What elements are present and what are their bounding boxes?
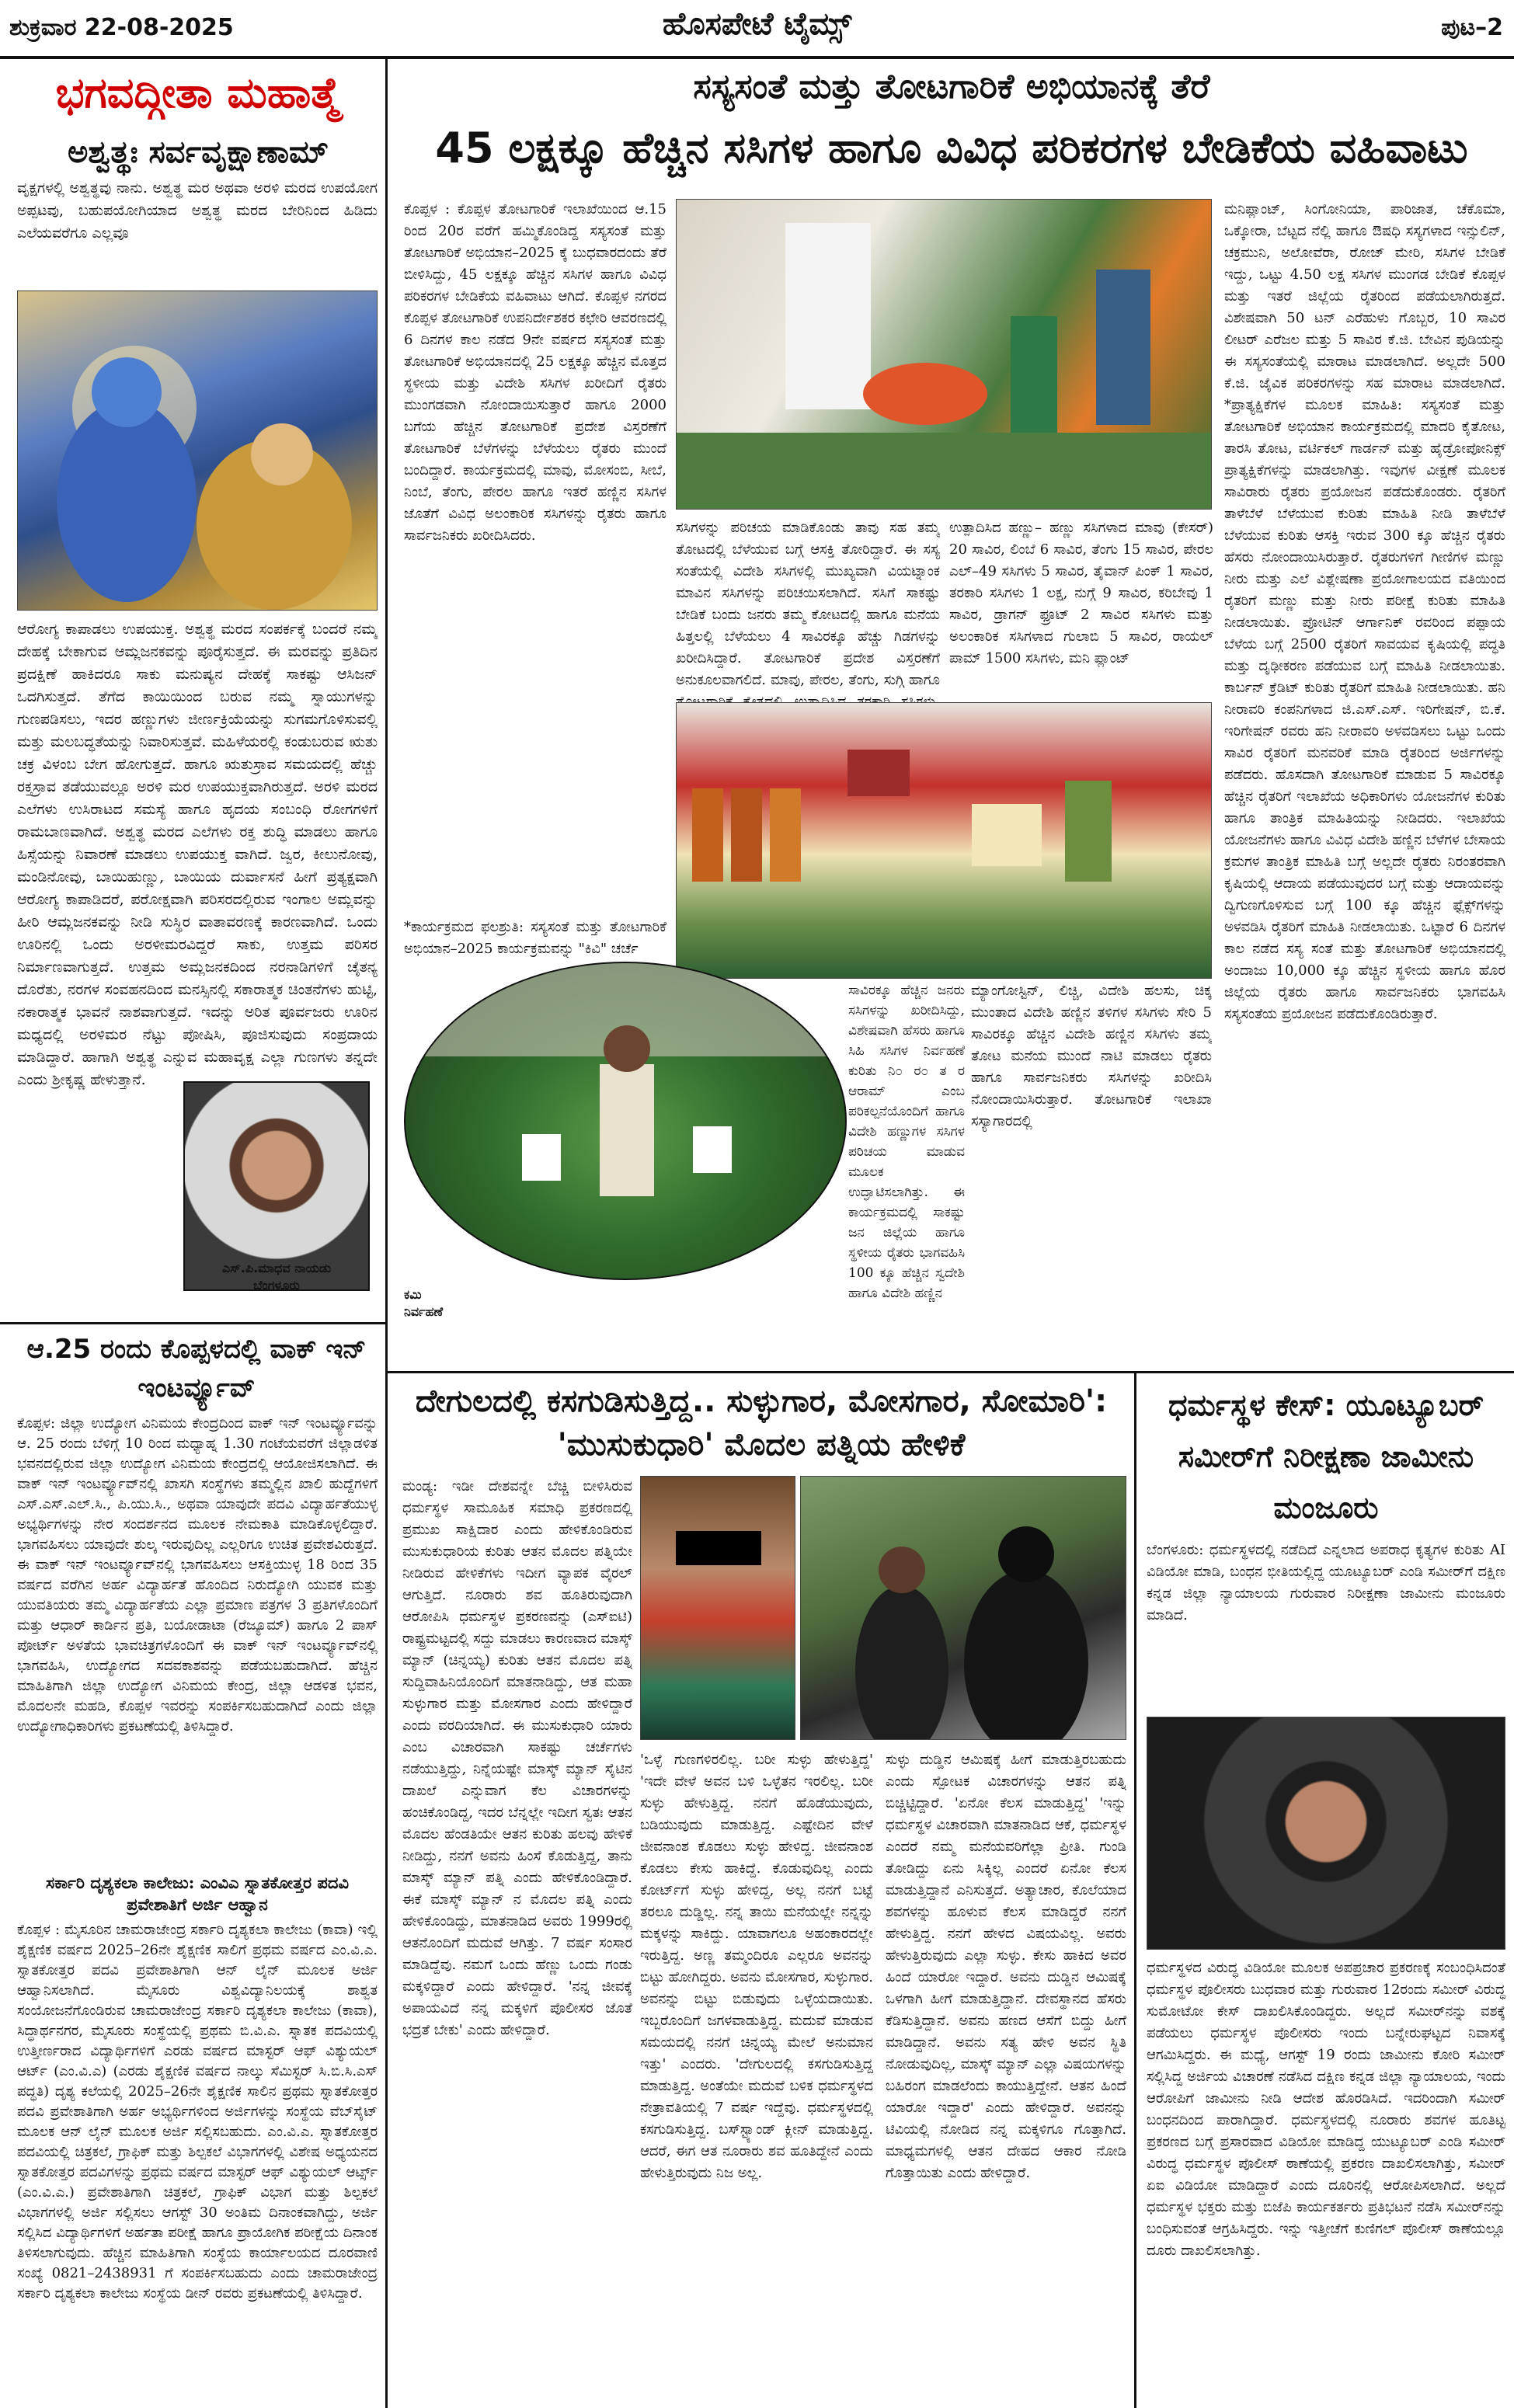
plants-col3: ಉತ್ಪಾದಿಸಿದ ಹಣ್ಣು– ಹಣ್ಣು ಸಸಿಗಳಾದ ಮಾವು (ಕೇಸರ್) 20 ಸಾವಿರ, ಲಿಂಬೆ 6 ಸಾವಿರ, ತೆಂಗು 15 ಸಾವಿರ, ಪೇರಲ ಎಲ್–49 ಸಸಿಗಳು 5 ಸಾವಿರ, ತೈವಾನ್ ಪಿಂಕ್ 1 ಸಾವಿರ, ತರಕಾರಿ ಸಸಿಗಳು 1 ಲಕ್ಷ, ನುಗ್ಗೆ 9 ಸಾವಿರ, ಕರಿಬೇವು 1 ಸಾವಿರ, ಡ್ರಾಗನ್ ಫ್ರೂಟ್ 2 ಸಾವಿರ ಸಸಿಗಳು ಮತ್ತು ಅಲಂಕಾರಿಕ ಸಸಿಗಳಾದ ಗುಲಾಬಿ 5 ಸಾವಿರ, ರಾಯಲ್ ಪಾಮ್ 1500 ಸಸಿಗಳು, ಮನಿ ಪ್ಲಾಂಟ್ (949, 520, 1213, 666)
gardener-illustration (405, 963, 847, 1280)
figures-illustration (18, 291, 378, 611)
plants-kicker: ಸಸ್ಯಸಂತೆ ಮತ್ತು ತೋಟಗಾರಿಕೆ ಅಭಿಯಾನಕ್ಕೆ ತೆರೆ (693, 67, 1210, 106)
mva-body: ಕೊಪ್ಪಳ : ಮೈಸೂರಿನ ಚಾಮರಾಜೇಂದ್ರ ಸರ್ಕಾರಿ ದೃಶ್ಯಕಲಾ ಕಾಲೇಜು (ಕಾವಾ) ಇಲ್ಲಿ ಶೈಕ್ಷಣಿಕ ವರ್ಷದ 2025–26ನೇ ಶೈಕ್ಷಣಿಕ ಸಾಲಿಗೆ ಪ್ರಥಮ ವರ್ಷದ ಎಂ.ವಿ.ಎ. ಸ್ನಾತಕೋತ್ತರ ಪದವಿ ಪ್ರವೇಶಾತಿಗಾಗಿ ಆನ್ ಲೈನ್ ಮೂಲಕ ಅರ್ಜಿ ಆಹ್ವಾನಿಸಲಾಗಿದೆ. ಮೈಸೂರು ವಿಶ್ವವಿದ್ಯಾನಿಲಯಕ್ಕೆ ಶಾಶ್ವತ ಸಂಯೋಜನೆಗೊಂಡಿರುವ ಚಾಮರಾಜೇಂದ್ರ ಸರ್ಕಾರಿ ದೃಶ್ಯಕಲಾ ಕಾಲೇಜು (ಕಾವಾ), ಸಿದ್ಧಾರ್ಥನಗರ, ಮೈಸೂರು ಸಂಸ್ಥೆಯಲ್ಲಿ ಪ್ರಥಮ ಬಿ.ವಿ.ಎ. ಸ್ನಾತಕ ಪದವಿಯಲ್ಲಿ ಉತ್ತೀರ್ಣರಾದ ವಿದ್ಯಾರ್ಥಿಗಳಿಗೆ ಎರಡು ವರ್ಷದ ಮಾಸ್ಟರ್ ಆಫ್ ವಿಶ್ಯುಯಲ್ ಆರ್ಟ್ (ಎಂ.ವಿ.ಎ) (ಎರಡು ಶೈಕ್ಷಣಿಕ ವರ್ಷದ ನಾಲ್ಕು ಸೆಮಿಸ್ಟರ್ ಸಿ.ಬಿ.ಸಿ.ಎಸ್ ಪದ್ಧತಿ) ದೃಶ್ಯ ಕಲೆಯಲ್ಲಿ 2025–26ನೇ ಶೈಕ್ಷಣಿಕ ಸಾಲಿನ ಪ್ರಥಮ ಸ್ನಾತಕೋತ್ತರ ಪದವಿ ಪ್ರವೇಶಾತಿಗಾಗಿ ಅರ್ಹ ಅಭ್ಯರ್ಥಿಗಳಿಂದ ಅರ್ಜಿಗಳನ್ನು ಸಂಸ್ಥೆಯ ವೆಬ್‌ಸೈಟ್ ಮೂಲಕ ಆನ್ ಲೈನ್ ಮೂಲಕ ಅರ್ಜಿ ಸಲ್ಲಿಸಬಹುದು. ಎಂ.ವಿ.ಎ. ಸ್ನಾತಕೋತ್ತರ ಪದವಿಯಲ್ಲಿ ಚಿತ್ರಕಲೆ, ಗ್ರಾಫಿಕ್ ಮತ್ತು ಶಿಲ್ಪಕಲೆ ವಿಭಾಗಗಳಲ್ಲಿ ವಿಶೇಷ ಅಧ್ಯಯನದ ಸ್ನಾತಕೋತ್ತರ ಪದವಿಗಳನ್ನು ಪ್ರಥಮ ವರ್ಷದ ಮಾಸ್ಟರ್ ಆಫ್ ವಿಶ್ಯುಯಲ್ ಆರ್ಟ್ಸ್ (ಎಂ.ವಿ.ಎ.) ಪ್ರವೇಶಾತಿಗಾಗಿ ಚಿತ್ರಕಲೆ, ಗ್ರಾಫಿಕ್ ವಿಭಾಗ ಮತ್ತು ಶಿಲ್ಪಕಲೆ ವಿಭಾಗಗಳಲ್ಲಿ ಅರ್ಜಿ ಸಲ್ಲಿಸಲು ಆಗಸ್ಟ್ 30 ಅಂತಿಮ ದಿನಾಂಕವಾಗಿದ್ದು, ಅರ್ಜಿ ಸಲ್ಲಿಸಿದ ವಿದ್ಯಾರ್ಥಿಗಳಿಗೆ ಅರ್ಹತಾ ಪರೀಕ್ಷೆ ಹಾಗೂ ಪ್ರಾಯೋಗಿಕ ಪರೀಕ್ಷೆಯ ದಿನಾಂಕ ತಿಳಿಸಲಾಗುವುದು. ಹೆಚ್ಚಿನ ಮಾಹಿತಿಗಾಗಿ ಸಂಸ್ಥೆಯ ಕಾರ್ಯಾಲಯದ ದೂರವಾಣಿ ಸಂಖ್ಯೆ 0821–2438931 ಗೆ ಸಂಪರ್ಕಿಸಬಹುದು ಎಂದು ಚಾಮರಾಜೇಂದ್ರ ಸರ್ಕಾರಿ ದೃಶ್ಯಕಲಾ ಕಾಲೇಜು ಸಂಸ್ಥೆಯ ಡೀನ್ ರವರು ಪ್ರಕಟಣೆಯಲ್ಲಿ ತಿಳಿಸಿದ್ದಾರೆ. (17, 1922, 378, 2302)
page-number: ಪುಟ–2 (1441, 14, 1503, 41)
walkin-body: ಕೊಪ್ಪಳ: ಜಿಲ್ಲಾ ಉದ್ಯೋಗ ವಿನಿಮಯ ಕೇಂದ್ರದಿಂದ ವಾಕ್ ಇನ್ ಇಂಟರ್ವ್ಯೂವನ್ನು ಆ. 25 ರಂದು ಬೆಳಿಗ್ಗೆ 10 ರಿಂದ ಮಧ್ಯಾಹ್ನ 1.30 ಗಂಟೆಯವರೆಗೆ ಜಿಲ್ಲಾಡಳಿತ ಭವನದಲ್ಲಿರುವ ಜಿಲ್ಲಾ ಉದ್ಯೋಗ ವಿನಿಮಯ ಕೇಂದ್ರದಲ್ಲಿ ಆಯೋಜಿಸಲಾಗಿದೆ. ಈ ವಾಕ್ ಇನ್ ಇಂಟರ್ವ್ಯೂವ್‌ನಲ್ಲಿ ಖಾಸಗಿ ಸಂಸ್ಥೆಗಳು ತಮ್ಮಲ್ಲಿನ ಖಾಲಿ ಹುದ್ದೆಗಳಿಗೆ ಎಸ್.ಎಸ್.ಎಲ್.ಸಿ., ಪಿ.ಯು.ಸಿ., ಅಥವಾ ಯಾವುದೇ ಪದವಿ ವಿದ್ಯಾರ್ಹತೆಯುಳ್ಳ ಅಭ್ಯರ್ಥಿಗಳನ್ನು ನೇರ ಸಂದರ್ಶನದ ಮೂಲಕ ನೇಮಕಾತಿ ಮಾಡಿಕೊಳ್ಳಲಿದ್ದಾರೆ. ಭಾಗವಹಿಸಲು ಯಾವುದೇ ಶುಲ್ಕ ಇರುವುದಿಲ್ಲ ಎಲ್ಲರಿಗೂ ಉಚಿತ ಪ್ರವೇಶವಿರುತ್ತದೆ. ಈ ವಾಕ್ ಇನ್ ಇಂಟರ್ವ್ಯೂವ್‌ನಲ್ಲಿ ಭಾಗವಹಿಸಲು ಆಸಕ್ತಿಯುಳ್ಳ 18 ರಿಂದ 35 ವರ್ಷದ ವರೆಗಿನ ಅರ್ಹ ವಿದ್ಯಾರ್ಹತೆ ಹೊಂದಿದ ನಿರುದ್ಯೋಗಿ ಯುವಕ ಮತ್ತು ಯುವತಿಯರು ತಮ್ಮ ವಿದ್ಯಾರ್ಹತೆಯ ಎಲ್ಲಾ ಪ್ರಮಾಣ ಪತ್ರಗಳ 3 ಪ್ರತಿಗಳೊಂದಿಗೆ ಮತ್ತು ಆಧಾರ್ ಕಾರ್ಡಿನ ಪ್ರತಿ, ಬಯೋಡಾಟಾ (ರೆಜ್ಯೂಮ್) ಹಾಗೂ 2 ಪಾಸ್ ಪೋರ್ಟ್ ಅಳತೆಯ ಭಾವಚಿತ್ರಗಳೊಂದಿಗೆ ಈ ವಾಕ್ ಇನ್ ಇಂಟರ್ವ್ಯೂವ್‌ನಲ್ಲಿ ಭಾಗವಹಿಸಿ, ಉದ್ಯೋಗದ ಸದವಕಾಶವನ್ನು ಪಡೆಯಬಹುದಾಗಿದೆ. ಹೆಚ್ಚಿನ ಮಾಹಿತಿಗಾಗಿ ಜಿಲ್ಲಾ ಉದ್ಯೋಗ ವಿನಿಮಯ ಕೇಂದ್ರ, ಜಿಲ್ಲಾ ಆಡಳಿತ ಭವನ, ಮೊದಲನೇ ಮಹಡಿ, ಕೊಪ್ಪಳ ಇವರನ್ನು ಸಂಪರ್ಕಿಸಬಹುದಾಗಿದೆ ಎಂದು ಜಿಲ್ಲಾ ಉದ್ಯೋಗಾಧಿಕಾರಿಗಳು ಪ್ರಕಟಣೆಯಲ್ಲಿ ತಿಳಿಸಿದ್ದಾರೆ. (17, 1415, 378, 1735)
temple-col1: ಮಂಡ್ಯ: ಇಡೀ ದೇಶವನ್ನೇ ಬೆಚ್ಚಿ ಬೀಳಿಸಿರುವ ಧರ್ಮಸ್ಥಳ ಸಾಮೂಹಿಕ ಸಮಾಧಿ ಪ್ರಕರಣದಲ್ಲಿ ಪ್ರಮುಖ ಸಾಕ್ಷಿದಾರ ಎಂದು ಹೇಳಿಕೊಂಡಿರುವ ಮುಸುಕುಧಾರಿಯ ಕುರಿತು ಆತನ ಮೊದಲ ಪತ್ನಿಯೇ ನೀಡಿರುವ ಹೇಳಿಕೆಗಳು ಇದೀಗ ವ್ಯಾಪಕ ವೈರಲ್ ಆಗುತ್ತಿದೆ. ನೂರಾರು ಶವ ಹೂತಿರುವುದಾಗಿ ಆರೋಪಿಸಿ ಧರ್ಮಸ್ಥಳ ಪ್ರಕರಣವನ್ನು (ಎಸ್ಐಟಿ) ರಾಷ್ಟ್ರಮಟ್ಟದಲ್ಲಿ ಸದ್ದು ಮಾಡಲು ಕಾರಣವಾದ ಮಾಸ್ಕ್ ಮ್ಯಾನ್ (ಚಿನ್ನಯ್ಯ) ಕುರಿತು ಆತನ ಮೊದಲ ಪತ್ನಿ ಸುದ್ದಿವಾಹಿನಿಯೊಂದಿಗೆ ಮಾತನಾಡಿದ್ದು, ಆತ ಮಹಾ ಸುಳ್ಳುಗಾರ ಮತ್ತು ಮೋಸಗಾರ ಎಂದು ಹೇಳಿದ್ದಾರೆ ಎಂದು ವರದಿಯಾಗಿದೆ. ಈ ಮುಸುಕುಧಾರಿ ಯಾರು ಎಂಬ ವಿಚಾರವಾಗಿ ಸಾಕಷ್ಟು ಚರ್ಚೆಗಳು ನಡೆಯುತ್ತಿದ್ದು, ನಿನ್ನೆಯಷ್ಟೇ ಮಾಸ್ಕ್ ಮ್ಯಾನ್ ಸೈಟಿನ ದಾಖಲೆ ಎನ್ನುವಾಗ ಕೆಲ ವಿಚಾರಗಳನ್ನು ಹಂಚಿಕೊಂಡಿದ್ದ, ಇದರ ಬೆನ್ನಲ್ಲೇ ಇದೀಗ ಸ್ವತಃ ಆತನ ಮೊದಲ ಹೆಂಡತಿಯೇ ಆತನ ಕುರಿತು ಹಲವು ಹೇಳಿಕೆ ನೀಡಿದ್ದು, ನನಗೆ ಅವನು ಹಿಂಸೆ ಕೊಡುತ್ತಿದ್ದ, ತಾನು ಮಾಸ್ಕ್ ಮ್ಯಾನ್ ಪತ್ನಿ ಎಂದು ಹೇಳಿಕೊಂಡಿದ್ದಾರೆ. ಈಕೆ ಮಾಸ್ಕ್ ಮ್ಯಾನ್ ನ ಮೊದಲ ಪತ್ನಿ ಎಂದು ಹೇಳಿಕೊಂಡಿದ್ದು, ಮಾತನಾಡಿದ ಅವರು 1999ರಲ್ಲಿ ಆತನೊಂದಿಗೆ ಮದುವೆ ಆಗಿತ್ತು. 7 ವರ್ಷ ಸಂಸಾರ ಮಾಡಿದ್ದೆವು. ನಮಗೆ ಒಂದು ಹೆಣ್ಣು ಒಂದು ಗಂಡು ಮಕ್ಕಳಿದ್ದಾರೆ ಎಂದು ಹೇಳಿದ್ದಾರೆ. 'ನನ್ನ ಜೀವಕ್ಕೆ ಅಪಾಯವಿದೆ ನನ್ನ ಮಕ್ಕಳಿಗೆ ಪೊಲೀಸರ ಜೊತೆ ಭದ್ರತೆ ಬೇಕು' ಎಂದು ಹೇಳಿದ್ದಾರೆ. (402, 1478, 632, 2038)
plants-col6: ಮ್ಯಾಂಗೋಸ್ಟಿನ್, ಲಿಚ್ಚಿ, ವಿದೇಶಿ ಹಲಸು, ಚಿಕ್ಕ ಮುಂತಾದ ವಿದೇಶಿ ಹಣ್ಣಿನ ತಳಿಗಳ ಸಸಿಗಳು ಸೇರಿ 5 ಸಾವಿರಕ್ಕೂ ಹೆಚ್ಚಿನ ವಿದೇಶಿ ಹಣ್ಣಿನ ಸಸಿಗಳು ತಮ್ಮ ತೋಟ ಮನೆಯ ಮುಂದೆ ನಾಟಿ ಮಾಡಲು ರೈತರು ಹಾಗೂ ಸಾರ್ವಜನಿಕರು ಸಸಿಗಳನ್ನು ಖರೀದಿಸಿ ನೋಂದಾಯಿಸಿರುತ್ತಾರೆ. ತೋಟಗಾರಿಕೆ ಇಲಾಖಾ ಸಸ್ಯಾಗಾರದಲ್ಲಿ (971, 983, 1212, 1129)
gita-subtitle: ಅಶ್ವತ್ಥಃ ಸರ್ವವೃಕ್ಷಾಣಾಮ್ (67, 134, 329, 170)
plants-col2b: *ಕಾರ್ಯಕ್ರಮದ ಫಲಶ್ರುತಿ: ಸಸ್ಯಸಂತೆ ಮತ್ತು ತೋಟಗಾರಿಕೆ ಅಭಿಯಾನ–2025 ಕಾರ್ಯಕ್ರಮವನ್ನು "ಕಿವಿ" ಚರ್ಚೆ (404, 919, 667, 957)
mask-man-photo (800, 1476, 1126, 1740)
plants-col1: ಕೊಪ್ಪಳ : ಕೊಪ್ಪಳ ತೋಟಗಾರಿಕೆ ಇಲಾಖೆಯಿಂದ ಆ.15 ರಿಂದ 20ರ ವರೆಗೆ ಹಮ್ಮಿಕೊಂಡಿದ್ದ ಸಸ್ಯಸಂತೆ ಮತ್ತು ತೋಟಗಾರಿಕೆ ಅಭಿಯಾನ–2025 ಕ್ಕೆ ಬುಧವಾರದಂದು ತೆರೆ ಬೀಳಿಸಿದ್ದು, 45 ಲಕ್ಷಕ್ಕೂ ಹೆಚ್ಚಿನ ಸಸಿಗಳ ಹಾಗೂ ವಿವಿಧ ಪರಿಕರಗಳ ಬೇಡಿಕೆಯ ವಹಿವಾಟು ಆಗಿದೆ. ಕೊಪ್ಪಳ ನಗರದ ಕೊಪ್ಪಳ ತೋಟಗಾರಿಕೆ ಉಪನಿರ್ದೇಶಕರ ಕಛೇರಿ ಆವರಣದಲ್ಲಿ 6 ದಿನಗಳ ಕಾಲ ನಡೆದ 9ನೇ ವರ್ಷದ ಸಸ್ಯಸಂತೆ ಮತ್ತು ತೋಟಗಾರಿಕೆ ಅಭಿಯಾನದಲ್ಲಿ 25 ಲಕ್ಷಕ್ಕೂ ಹೆಚ್ಚಿನ ಮೊತ್ತದ ಸ್ಥಳೀಯ ಮತ್ತು ವಿದೇಶಿ ಸಸಿಗಳ ಖರೀದಿಗೆ ರೈತರು ಮುಂಗಡವಾಗಿ ನೋಂದಾಯಿಸುತ್ತಾರೆ ಹಾಗೂ 2000 ಬಗೆಯ ಹೆಚ್ಚಿನ ತೋಟಗಾರಿಕೆ ಪ್ರದೇಶ ವಿಸ್ತರಣೆಗೆ ತೋಟಗಾರಿಕೆ ಬೆಳೆಗಳನ್ನು ಬೆಳೆಯಲು ರೈತರು ಮುಂದೆ ಬಂದಿದ್ದಾರೆ. ಕಾರ್ಯಕ್ರಮದಲ್ಲಿ ಮಾವು, ಮೋಸಂಬಿ, ಸೀಬೆ, ನಿಂಬೆ, ತೆಂಗು, ಪೇರಲ ಹಾಗೂ ಇತರೆ ಹಣ್ಣಿನ ಸಸಿಗಳ ಜೊತೆಗೆ ವಿವಿಧ ಅಲಂಕಾರಿಕ ಸಸಿಗಳನ್ನು ರೈತರು ಹಾಗೂ ಸಾರ್ವಜನಿಕರು ಖರೀದಿಸಿದರು. (404, 201, 667, 544)
youtuber-body1: ಬೆಂಗಳೂರು: ಧರ್ಮಸ್ಥಳದಲ್ಲಿ ನಡೆದಿದೆ ಎನ್ನಲಾದ ಅಪರಾಧ ಕೃತ್ಯಗಳ ಕುರಿತು AI ವಿಡಿಯೋ ಮಾಡಿ, ಬಂಧನ ಭೀತಿಯಲ್ಲಿದ್ದ ಯೂಟ್ಯೂಬರ್ ಎಂಡಿ ಸಮೀರ್‌ಗೆ ದಕ್ಷಿಣ ಕನ್ನಡ ಜಿಲ್ಲಾ ನ್ಯಾಯಾಲಯ ಗುರುವಾರ ನಿರೀಕ್ಷಣಾ ಜಾಮೀನು ಮಂಜೂರು ಮಾಡಿದೆ. (1147, 1542, 1505, 1623)
plants-story-bottom-rule (388, 1371, 1514, 1373)
bottles-illustration (677, 703, 1212, 979)
masked-figure-illustration (801, 1477, 1126, 1740)
temple-headline: ದೇಗುಲದಲ್ಲಿ ಕಸಗುಡಿಸುತ್ತಿದ್ದ.. ಸುಳ್ಳುಗಾರ, ಮೋಸಗಾರ, ಸೋಮಾರಿ': 'ಮುಸುಕುಧಾರಿ' ಮೊದಲ ಪತ್ನಿಯ ಹೇಳಿಕೆ (415, 1383, 1108, 1463)
nursery-caption: ಕಮಿ ನಿರ್ವಹಣೆ (404, 1287, 444, 1319)
temple-col2: 'ಒಳ್ಳೆ ಗುಣಗಳಿರಲಿಲ್ಲ. ಬರೀ ಸುಳ್ಳು ಹೇಳುತ್ತಿದ್ದ' 'ಇದೇ ವೇಳೆ ಅವನ ಬಳಿ ಒಳ್ಳೆತನ ಇರಲಿಲ್ಲ. ಬರೀ ಸುಳ್ಳು ಹೇಳುತ್ತಿದ್ದ. ನನಗೆ ಹೊಡೆಯುವುದು, ಬಡಿಯುವುದು ಮಾಡುತ್ತಿದ್ದ. ಎಷ್ಟೇದಿನ ವೇಳೆ ಜೀವನಾಂಶ ಕೊಡಲು ಸುಳ್ಳು ಹೇಳಿದ್ದ. ಜೀವನಾಂಶ ಕೊಡಲು ಕೇಸು ಹಾಕಿದ್ದೆ. ಕೊಡುವುದಿಲ್ಲ ಎಂದು ಕೋರ್ಟ್‌ಗೆ ಸುಳ್ಳು ಹೇಳಿದ್ದ, ಅಲ್ಲ ನನಗೆ ಬಟ್ಟೆ ತರಲೂ ದುಡ್ಡಿಲ್ಲ. ನನ್ನ ತಾಯಿ ಮನೆಯಲ್ಲೇ ನನ್ನನ್ನು ಮಕ್ಕಳನ್ನು ಸಾಕಿದ್ದು. ಯಾವಾಗಲೂ ಅಹಂಕಾರದಲ್ಲೇ ಇರುತ್ತಿದ್ದ. ಅಣ್ಣ ತಮ್ಮಂದಿರೂ ಎಲ್ಲರೂ ಅವನನ್ನು ಬಿಟ್ಟು ಹೋಗಿದ್ದರು. ಅವನು ಮೋಸಗಾರ, ಸುಳ್ಳುಗಾರ. ಅವನನ್ನು ಬಿಟ್ಟು ಬಿಡುವುದು ಒಳ್ಳೆಯದಾಯಿತು. ಇಬ್ಬರೊಂದಿಗೆ ಜಗಳವಾಡುತ್ತಿದ್ದ. ಮದುವೆ ಮಾಡುವ ಸಮಯದಲ್ಲಿ ನನಗೆ ಚಿನ್ನಯ್ಯ ಮೇಲೆ ಅನುಮಾನ ಇತ್ತು' ಎಂದರು. 'ದೇಗುಲದಲ್ಲಿ ಕಸಗುಡಿಸುತ್ತಿದ್ದ ಮಾಡುತ್ತಿದ್ದ. ಅಂತೆಯೇ ಮದುವೆ ಬಳಿಕ ಧರ್ಮಸ್ಥಳದ ನೇತ್ರಾವತಿಯಲ್ಲಿ 7 ವರ್ಷ ಇದ್ದೆವು. ಧರ್ಮಸ್ಥಳದಲ್ಲಿ ಕಸಗುಡಿಸುತ್ತಿದ್ದ. ಬಸ್‌ಸ್ಟ್ಯಾಂಡ್ ಕ್ಲೀನ್ ಮಾಡುತ್ತಿದ್ದ. ಆದರೆ, ಈಗ ಆತ ನೂರಾರು ಶವ ಹೂತಿದ್ದೇನೆ ಎಂದು ಹೇಳುತ್ತಿರುವುದು ನಿಜ ಅಲ್ಲ. (640, 1752, 873, 2181)
plants-col2: ಸಸಿಗಳನ್ನು ಪರಿಚಯ ಮಾಡಿಕೊಂಡು ತಾವು ಸಹ ತಮ್ಮ ತೋಟದಲ್ಲಿ ಬೆಳೆಯುವ ಬಗ್ಗೆ ಆಸಕ್ತಿ ತೋರಿದ್ದಾರೆ. ಈ ಸಸ್ಯ ಸಂತೆಯಲ್ಲಿ ವಿದೇಶಿ ಸಸಿಗಳಲ್ಲಿ ಮುಖ್ಯವಾಗಿ ವಿಯಟ್ನಾಂಕ ಮಾವಿನ ಸಸಿಗಳನ್ನು ಪರಿಚಯಿಸಲಾಗಿದೆ. ಸಸಿಗೆ ಸಾಕಷ್ಟು ಬೇಡಿಕೆ ಬಂದು ಜನರು ತಮ್ಮ ಕೋಟದಲ್ಲಿ ಹಾಗೂ ಮನೆಯ ಹಿತ್ತಲಲ್ಲಿ ಬೆಳೆಯಲು 4 ಸಾವಿರಕ್ಕೂ ಹೆಚ್ಚು ಗಿಡಗಳನ್ನು ಖರೀದಿಸಿದ್ದಾರೆ. ತೋಟಗಾರಿಕೆ ಪ್ರದೇಶ ವಿಸ್ತರಣೆಗೆ ಅನುಕೂಲವಾಗಲಿದೆ. ಮಾವು, ಪೇರಲ, ತೆಂಗು, ಸುಗ್ಗಿ ಹಾಗೂ (676, 520, 940, 688)
author-caption: ಎಸ್.ಪಿ.ಮಾಧವ ನಾಯಡು ಬೆಂಗಳೂರು (221, 1261, 332, 1293)
gita-title: ಭಗವದ್ಗೀತಾ ಮಹಾತ್ಮೆ (55, 68, 341, 117)
products-stall-photo (676, 702, 1212, 979)
temple-col3: ಸುಳ್ಳು ದುಡ್ಡಿನ ಆಮಿಷಕ್ಕೆ ಹೀಗೆ ಮಾಡುತ್ತಿರಬಹುದು ಎಂದು ಸ್ಪೋಟಕ ವಿಚಾರಗಳನ್ನು ಆತನ ಪತ್ನಿ ಬಿಚ್ಚಿಟ್ಟಿದ್ದಾರೆ. 'ಏನೋ ಕೆಲಸ ಮಾಡುತ್ತಿದ್ದ' 'ಇನ್ನು ಧರ್ಮಸ್ಥಳ ವಿಚಾರವಾಗಿ ಮಾತನಾಡಿದ ಆಕೆ, ಧರ್ಮಸ್ಥಳ ಎಂದರೆ ನಮ್ಮ ಮನೆಯವರಿಗೆಲ್ಲಾ ಪ್ರೀತಿ. ಗುಂಡಿ ತೋಡಿದ್ದು ಏನು ಸಿಕ್ಕಿಲ್ಲ ಎಂದರೆ ಏನೋ ಕೆಲಸ ಮಾಡುತ್ತಿದ್ದಾನೆ ಎನಿಸುತ್ತದೆ. ಅತ್ಯಾಚಾರ, ಕೊಲೆಯಾದ ಶವಗಳನ್ನು ಹೂಳುವ ಕೆಲಸ ಮಾಡಿದ್ದರೆ ನನಗೆ ಹೇಳುತ್ತಿದ್ದ. ನನಗೆ ಹೇಳದ ವಿಷಯವಿಲ್ಲ. ಅವರು ಹೇಳುತ್ತಿರುವುದು ಎಲ್ಲಾ ಸುಳ್ಳು. ಕೇಸು ಹಾಕಿದ ಅವರ ಹಿಂದೆ ಯಾರೋ ಇದ್ದಾರೆ. ಅವನು ದುಡ್ಡಿನ ಆಮಿಷಕ್ಕೆ ಒಳಗಾಗಿ ಹೀಗೆ ಮಾಡುತ್ತಿದ್ದಾನೆ. ದೇವಸ್ಥಾನದ ಹೆಸರು ಕೆಡಿಸುತ್ತಿದ್ದಾನೆ. ಅವನು ಹಣದ ಆಸೆಗೆ ಬಿದ್ದು ಹೀಗೆ ಮಾಡಿದ್ದಾನೆ. ಅವನು ಸತ್ಯ ಹೇಳಿ ಅವನ ಸ್ಥಿತಿ ನೋಡುವುದಿಲ್ಲ, ಮಾಸ್ಕ್ ಮ್ಯಾನ್ ಎಲ್ಲಾ ವಿಷಯಗಳನ್ನು ಬಹಿರಂಗ ಮಾಡಲೆಂದು ಕಾಯುತ್ತಿದ್ದೇನೆ. ಆತನ ಹಿಂದೆ ಯಾರೋ ಇದ್ದಾರೆ' ಎಂದು ಹೇಳಿದ್ದಾರೆ. ಅವನನ್ನು ಟಿವಿಯಲ್ಲಿ ನೋಡಿದ ನನ್ನ ಮಕ್ಕಳಿಗೂ ಗೊತ್ತಾಗಿದೆ. ಮಾಧ್ಯಮಗಳಲ್ಲಿ ಆತನ ದೇಹದ ಆಕಾರ ನೋಡಿ ಗೊತ್ತಾಯಿತು ಎಂದು ಹೇಳಿದ್ದಾರೆ. (886, 1752, 1126, 2181)
masthead-rule (0, 56, 1514, 59)
plants-headline: 45 ಲಕ್ಷಕ್ಕೂ ಹೆಚ್ಚಿನ ಸಸಿಗಳ ಹಾಗೂ ವಿವಿಧ ಪರಿಕರಗಳ ಬೇಡಿಕೆಯ ವಹಿವಾಟು (435, 124, 1468, 172)
plants-col5: ಸಾವಿರಕ್ಕೂ ಹೆಚ್ಚಿನ ಜನರು ಸಸಿಗಳನ್ನು ಖರೀದಿಸಿದ್ದು, ವಿಶೇಷವಾಗಿ ಹೆಸರು ಹಾಗೂ ಸಿಹಿ ಸಸಿಗಳ ನಿರ್ವಹಣೆ ಕುರಿತು ನಿ೦ ರ೦ ತ ರ ಆರಾಮ್ ಎಂಬ ಪರಿಕಲ್ಪನೆಯೊಂದಿಗೆ ಹಾಗೂ ವಿದೇಶಿ ಹಣ್ಣುಗಳ ಸಸಿಗಳ ಪರಿಚಯ ಮಾಡುವ ಮೂಲಕ ಉದ್ಘಾಟಿಸಲಾಗಿತ್ತು. ಈ ಕಾರ್ಯಕ್ರಮದಲ್ಲಿ ಸಾಕಷ್ಟು ಜನ ಜಿಲ್ಲೆಯ ಹಾಗೂ ಸ್ಥಳೀಯ ರೈತರು ಭಾಗವಹಿಸಿ 100 ಕ್ಕೂ ಹೆಚ್ಚಿನ ಸ್ವದೇಶಿ ಹಾಗೂ ವಿದೇಶಿ ಹಣ್ಣಿನ (848, 983, 965, 1301)
left-column-divider (385, 59, 388, 2408)
youtuber-headline: ಧರ್ಮಸ್ಥಳ ಕೇಸ್: ಯೂಟ್ಯೂಬರ್ ಸಮೀರ್‌ಗೆ ನಿರೀಕ್ಷಣಾ ಜಾಮೀನು ಮಂಜೂರು (1168, 1388, 1484, 1525)
right-story-divider (1134, 1373, 1136, 2408)
gita-intro: ವೃಕ್ಷಗಳಲ್ಲಿ ಅಶ್ವತ್ಥವು ನಾನು. ಅಶ್ವತ್ಥ ಮರ ಅಥವಾ ಅರಳಿ ಮರದ ಉಪಯೋಗ ಅಪ್ಪಟವು, ಬಹುಪಯೋಗಿಯಾದ ಅಶ್ವತ್ಥ ಮರದ ಬೇರಿನಿಂದ ಹಿಡಿದು ಎಲೆಯವರೆಗೂ ಎಲ್ಲವೂ (17, 179, 378, 242)
youtuber-body2: ಧರ್ಮಸ್ಥಳದ ವಿರುದ್ಧ ವಿಡಿಯೋ ಮೂಲಕ ಅಪಪ್ರಚಾರ ಪ್ರಕರಣಕ್ಕೆ ಸಂಬಂಧಿಸಿದಂತೆ ಧರ್ಮಸ್ಥಳ ಪೊಲೀಸರು ಬುಧವಾರ ಮತ್ತು ಗುರುವಾರ 12ರಂದು ಸಮೀರ್ ವಿರುದ್ಧ ಸುಮೋಟೋ ಕೇಸ್ ದಾಖಲಿಸಿಕೊಂಡಿದ್ದರು. ಅಲ್ಲದೆ ಸಮೀರ್‌ನನ್ನು ವಶಕ್ಕೆ ಪಡೆಯಲು ಧರ್ಮಸ್ಥಳ ಪೊಲೀಸರು ಇಂದು ಬನ್ನೇರುಘಟ್ಟದ ನಿವಾಸಕ್ಕೆ ಆಗಮಿಸಿದ್ದರು. ಈ ಮಧ್ಯೆ, ಆಗಸ್ಟ್ 19 ರಂದು ಜಾಮೀನು ಕೋರಿ ಸಮೀರ್ ಸಲ್ಲಿಸಿದ್ದ ಅರ್ಜಿಯ ವಿಚಾರಣೆ ನಡೆಸಿದ ದಕ್ಷಿಣ ಕನ್ನಡ ಜಿಲ್ಲಾ ನ್ಯಾಯಾಲಯ, ಇಂದು ಆರೋಪಿಗೆ ಜಾಮೀನು ನೀಡಿ ಆದೇಶ ಹೊರಡಿಸಿದೆ. ಇದರಿಂದಾಗಿ ಸಮೀರ್ ಬಂಧನದಿಂದ ಪಾರಾಗಿದ್ದಾರೆ. ಧರ್ಮಸ್ಥಳದಲ್ಲಿ ನೂರಾರು ಶವಗಳ ಹೂತಿಟ್ಟ ಪ್ರಕರಣದ ಬಗ್ಗೆ ಪ್ರಸಾರವಾದ ವಿಡಿಯೋ ಮಾಡಿದ್ದ ಯುಟ್ಯೂಬರ್ ಎಂಡಿ ಸಮೀರ್ ವಿರುದ್ಧ ಧರ್ಮಸ್ಥಳ ಪೊಲೀಸ್ ಠಾಣೆಯಲ್ಲಿ ಪ್ರಕರಣ ದಾಖಲಿಸಲಾಗಿತ್ತು, ಸಮೀರ್ ಏಐ ವಿಡಿಯೋ ಮಾಡಿದ್ದಾರೆ ಎಂದು ದೂರಿನಲ್ಲಿ ಆರೋಪಿಸಲಾಗಿದೆ. ಅಲ್ಲದೆ ಧರ್ಮಸ್ಥಳ ಭಕ್ತರು ಮತ್ತು ಬಿಜೆಪಿ ಕಾರ್ಯಕರ್ತರು ಪ್ರತಿಭಟನೆ ನಡೆಸಿ ಸಮೀರ್‌ನನ್ನು ಬಂಧಿಸುವಂತೆ ಆಗ್ರಹಿಸಿದ್ದರು. ಇನ್ನು ಇತ್ತೀಚೆಗೆ ಕುಣಿಗಲ್ ಪೊಲೀಸ್ ಠಾಣೆಯಲ್ಲೂ ದೂರು ದಾಖಲಿಸಲಾಗಿತ್ತು. (1147, 1960, 1505, 2259)
wife-photo (640, 1476, 795, 1740)
mva-subhead: ಸರ್ಕಾರಿ ದೃಶ್ಯಕಲಾ ಕಾಲೇಜು: ಎಂವಿಎ ಸ್ನಾತಕೋತ್ತರ ಪದವಿ ಪ್ರವೇಶಾತಿಗೆ ಅರ್ಜಿ ಆಹ್ವಾನ (45, 1873, 349, 1914)
youtuber-photo (1147, 1717, 1505, 1950)
nursery-photo (404, 962, 847, 1280)
krishna-arjuna-image (17, 291, 378, 611)
left-box-divider (0, 1322, 385, 1324)
newspaper-title: ಹೊಸಪೇಟೆ ಟೈಮ್ಸ್ (662, 6, 852, 42)
plants-col4: ಮನಿಪ್ಲಾಂಟ್, ಸಿಂಗೋನಿಯಾ, ಪಾರಿಜಾತ, ಚೆಕೊಮಾ, ಒಕ್ಕೋರಾ, ಬೆಟ್ಟದ ನೆಲ್ಲಿ ಹಾಗೂ ಔಷಧಿ ಸಸ್ಯಗಳಾದ ಇನ್ಸುಲಿನ್, ಚಕ್ರಮುನಿ, ಅಲೋವೆರಾ, ರೋಜ್ ಮೇರಿ, ಸಸಿಗಳ ಬೇಡಿಕೆ ಇದ್ದು, ಒಟ್ಟು 4.50 ಲಕ್ಷ ಸಸಿಗಳ ಮುಂಗಡ ಬೇಡಿಕೆ ಕೊಪ್ಪಳ ಮತ್ತು ಇತರೆ ಜಿಲ್ಲೆಯ ರೈತರಿಂದ ಪಡೆಯಲಾಗಿರುತ್ತದೆ. ವಿಶೇಷವಾಗಿ 50 ಟನ್ ಎರೆಹುಳು ಗೊಬ್ಬರ, 10 ಸಾವಿರ ಲೀಟರ್ ಎರೆಜಲ ಮತ್ತು 5 ಸಾವಿರ ಕೆ.ಜಿ. ಬೇವಿನ ಪುಡಿಯನ್ನು ಈ ಸಸ್ಯಸಂತೆಯಲ್ಲಿ ಮಾರಾಟ ಮಾಡಲಾಗಿದೆ. ಅಲ್ಲದೇ 500 ಕೆ.ಜಿ. ಜೈವಿಕ ಪರಿಕರಗಳನ್ನು ಸಹ ಮಾರಾಟ ಮಾಡಲಾಗಿದೆ. *ಪ್ರಾತ್ಯಕ್ಷಿಕೆಗಳ ಮೂಲಕ ಮಾಹಿತಿ: ಸಸ್ಯಸಂತೆ ಮತ್ತು ತೋಟಗಾರಿಕೆ ಅಭಿಯಾನ ಕಾರ್ಯಕ್ರಮದಲ್ಲಿ ಮಾದರಿ ಕೈತೋಟ, ತಾರಸಿ ತೋಟ, ವರ್ಟಿಕಲ್ ಗಾರ್ಡನ್ ಮತ್ತು ಹೈಡ್ರೋಪೋನಿಕ್ಸ್ ಪ್ರಾತ್ಯಕ್ಷಿಕೆಗಳನ್ನು ಮಾಡಲಾಗಿತ್ತು. ಇವುಗಳ ವೀಕ್ಷಣೆ ಮೂಲಕ ಸಾವಿರಾರು ರೈತರು ಪ್ರಯೋಜನ ಪಡೆದುಕೊಂಡರು. ರೈತರಿಗೆ ತಾಳೆಬೆಳೆ ಬೆಳೆಯುವ ಕುರಿತು ಮಾಹಿತಿ ನೀಡಿ ತಾಳೆಬೆಳೆ ಬೆಳೆಯುವ ಕುರಿತು ಆಸಕ್ತಿ ಇರುವ 300 ಕ್ಕೂ ಹೆಚ್ಚಿನ ರೈತರು ಹೆಸರು ನೋಂದಾಯಿಸಿರುತ್ತಾರೆ. ರೈತರುಗಳಿಗೆ ಗೀಣಿಗಳ ಮಣ್ಣು ನೀರು ಮತ್ತು ಎಲೆ ವಿಶ್ಲೇಷಣಾ ಪ್ರಯೋಗಾಲಯದ ವತಿಯಿಂದ ರೈತರಿಗೆ ಮಣ್ಣು ಮತ್ತು ನೀರು ಪರೀಕ್ಷೆ ಕುರಿತು ಮಾಹಿತಿ ನೀಡಲಾಯಿತು. ಪ್ರೋಟಿನ್ ಆರ್ಗಾನಿಕ್ ರವರಿಂದ ಪಪ್ಪಾಯ ಬೆಳೆಯ ಬಗ್ಗೆ 2500 ರೈತರಿಗೆ ಸಾವಯವ ಕೃಷಿಯಲ್ಲಿ ಪದ್ಧತಿ ಮತ್ತು ದೃಢೀಕರಣ ಪಡೆಯುವ ಬಗ್ಗೆ ಮಾಹಿತಿ ನೀಡಲಾಯಿತು. ಕಾರ್ಬನ್ ಕ್ರೆಡಿಟ್ ಕುರಿತು ರೈತರಿಗೆ ಮಾಹಿತಿ ನೀಡಲಾಯಿತು. ಹನಿ ನೀರಾವರಿ ಕಂಪನಿಗಳಾದ ಜಿ.ಎಸ್.ಎಸ್. ಇರಿಗೇಷನ್, ಬಿ.ಕೆ. ಇರಿಗೇಷನ್ ರವರು ಹನಿ ನೀರಾವರಿ ಅಳವಡಿಸಲು ಒಟ್ಟು ಒಂದು ಸಾವಿರ ರೈತರಿಗೆ ಮನವರಿಕೆ ಮಾಡಿ ರೈತರಿಂದ ಅರ್ಜಿಗಳನ್ನು ಪಡೆದರು. ಹೊಸದಾಗಿ ತೋಟಗಾರಿಕೆ ಮಾಡುವ 5 ಸಾವಿರಕ್ಕೂ ಹೆಚ್ಚಿನ ರೈತರಿಗೆ ಇಲಾಖೆಯ ಅಧಿಕಾರಿಗಳು ಯೋಜನೆಗಳ ಕುರಿತು ಹಾಗೂ ತಾಂತ್ರಿಕ ಮಾಹಿತಿಯನ್ನು ನೀಡಿದರು. ಇಲಾಖೆಯ ಯೋಜನೆಗಳು ಹಾಗೂ ವಿವಿಧ ವಿದೇಶಿ ಹಣ್ಣಿನ ಬೆಳೆಗಳ ಬೇಸಾಯ ಕ್ರಮಗಳ ತಾಂತ್ರಿಕ ಮಾಹಿತಿ ಬಗ್ಗೆ ಅಲ್ಲದೇ ರೈತರು ನಿರಂತರವಾಗಿ ಕೃಷಿಯಲ್ಲಿ ಆದಾಯ ಪಡೆಯುವುದರ ಬಗ್ಗೆ ಮತ್ತು ಆದಾಯವನ್ನು ದ್ವಿಗುಣಗೊಳಿಸುವ ಬಗ್ಗೆ 100 ಕ್ಕೂ ಹೆಚ್ಚಿನ ಫ್ಲೆಕ್ಸ್‌ಗಳನ್ನು ಅಳವಡಿಸಿ ರೈತರಿಗೆ ಮಾಹಿತಿ ನೀಡಲಾಯಿತು. ಒಟ್ಟಾರೆ 6 ದಿನಗಳ ಕಾಲ ನಡೆದ ಸಸ್ಯ ಸಂತೆ ಮತ್ತು ತೋಟಗಾರಿಕೆ ಅಭಿಯಾನದಲ್ಲಿ ಅಂದಾಜು 10,000 ಕ್ಕೂ ಹೆಚ್ಚಿನ ಸ್ಥಳೀಯ ಹಾಗೂ ಹೊರ ಜಿಲ್ಲೆಯ ರೈತರು ಹಾಗೂ ಸಾರ್ವಜನಿಕರು ಭಾಗವಹಿಸಿ ಸಸ್ಯಸಂತೆಯ ಪ್ರಯೋಜನ ಪಡೆದುಕೊಂಡಿರುತ್ತಾರೆ. (1224, 201, 1505, 1022)
stall-illustration (677, 200, 1212, 510)
issue-date: ಶುಕ್ರವಾರ 22-08-2025 (9, 14, 234, 41)
face-blur (676, 1531, 761, 1565)
plants-stall-photo (676, 199, 1212, 510)
walkin-headline: ಆ.25 ರಂದು ಕೊಪ್ಪಳದಲ್ಲಿ ವಾಕ್ ಇನ್ ಇಂಟರ್ವ್ಯೂವ್ (26, 1334, 367, 1404)
gita-body: ಆರೋಗ್ಯ ಕಾಪಾಡಲು ಉಪಯುಕ್ತ. ಅಶ್ವತ್ಥ ಮರದ ಸಂಪರ್ಕಕ್ಕೆ ಬಂದರೆ ನಮ್ಮ ದೇಹಕ್ಕೆ ಬೇಕಾಗುವ ಆಮ್ಲಜನಕವನ್ನು ಪೂರೈಸುತ್ತದೆ. ಈ ಮರವನ್ನು ಪ್ರತಿದಿನ ಪ್ರದಕ್ಷಿಣೆ ಹಾಕಿದರೂ ಸಾಕು ಮನುಷ್ಯನ ದೇಹಕ್ಕೆ ಸಾಕಷ್ಟು ಆಸಿಜನ್ ಒದಗಿಸುತ್ತದೆ. ತೆಗೆದ ಕಾಯಿಯಿಂದ ಬರುವ ನಮ್ಮ ಸ್ನಾಯುಗಳನ್ನು ಗುಣಪಡಿಸಲು, ಇದರ ಹಣ್ಣುಗಳು ಜೀರ್ಣಕ್ರಿಯೆಯನ್ನು ಸುಗಮಗೊಳಿಸುವಲ್ಲಿ ಮತ್ತು ಮಲಬದ್ಧತೆಯನ್ನು ನಿವಾರಿಸುತ್ತವೆ. ಮಹಿಳೆಯರಲ್ಲಿ ಕಂಡುಬರುವ ಋತು ಚಕ್ರ ವಿಳಂಬ ಬೇಗ ಹೋಗುತ್ತದೆ. ಹಾಗೂ ಋತುಸ್ರಾವ ಸಮಯದಲ್ಲಿ ಹೆಚ್ಚು ರಕ್ತಸ್ರಾವ ತಡೆಯುವಲ್ಲೂ ಅರಳಿ ಮರ ಉಪಯುಕ್ತವಾಗಿರುತ್ತದೆ. ಅರಳಿ ಮರದ ಎಲೆಗಳು ಉಸಿರಾಟದ ಸಮಸ್ಯೆ ಹಾಗೂ ಹೃದಯ ಸಂಬಂಧಿ ರೋಗಗಳಿಗೆ ರಾಮಬಾಣವಾಗಿದೆ. ಅಶ್ವತ್ಥ ಮರದ ಎಲೆಗಳು ರಕ್ತ ಶುದ್ಧಿ ಮಾಡಲು ಹಾಗೂ ಹಿಸ್ಸೆಯನ್ನು ನಿವಾರಣೆ ಮಾಡಲು ಉಪಯುಕ್ತ ವಾಗಿದೆ. ಜ್ವರ, ಕೀಲುನೋವು, ಮಂಡಿನೋವು, ಬಾಯಿಹುಣ್ಣು, ಬಾಯಿಯ ದುರ್ವಾಸನೆ ಹೀಗೆ ಪ್ರತ್ಯಕ್ಷವಾಗಿ ಆರೋಗ್ಯ ಕಾಪಾಡಿದರೆ, ಪರೋಕ್ಷವಾಗಿ ಪರಿಸರದಲ್ಲಿರುವ ಇಂಗಾಲ ಅಮ್ಲವನ್ನು ಹೀರಿ ಆಮ್ಲಜನಕವನ್ನು ನೀಡಿ ಸುಸ್ಥಿರ ವಾತಾವರಣಕ್ಕೆ ಕಾರಣವಾಗಿದೆ. ಒಂದು ಊರಿನಲ್ಲಿ ಒಂದು ಅರಳೀಮರವಿದ್ದರೆ ಸಾಕು, ಉತ್ತಮ ಪರಿಸರ ನಿರ್ಮಾಣವಾಗುತ್ತದೆ. ಉತ್ತಮ ಅಮ್ಲಜನಕದಿಂದ ನರನಾಡಿಗಳಿಗೆ ಚೈತನ್ಯ ದೊರೆತು, ನರಗಳ ಸಂವಹನದಿಂದ ಮನಸ್ಸಿನಲ್ಲಿ ಸಕಾರಾತ್ಮಕ ಚಿಂತನೆಗಳು ಹುಟ್ಟಿ, ನಕಾರಾತ್ಮಕ ಭಾವನೆ ನಾಶವಾಗುತ್ತದೆ. ಇದನ್ನು ಅರಿತ ಪೂರ್ವಜರು ಊರಿನ ಮಧ್ಯದಲ್ಲಿ ಅರಳಿಮರ ನೆಟ್ಟು ಪೋಷಿಸಿ, ಪೂಜಿಸುವುದು ಸಂಪ್ರದಾಯ ಮಾಡಿದ್ದಾರೆ. ಹಾಗಾಗಿ ಅಶ್ವತ್ಥ ಎನ್ನುವ ಮಹಾವೃಕ್ಷ ಎಲ್ಲಾ ಗುಣಗಳು ತನ್ನದೇ ಎಂದು ಶ್ರೀಕೃಷ್ಣ ಹೇಳುತ್ತಾನೆ. (17, 621, 378, 1088)
